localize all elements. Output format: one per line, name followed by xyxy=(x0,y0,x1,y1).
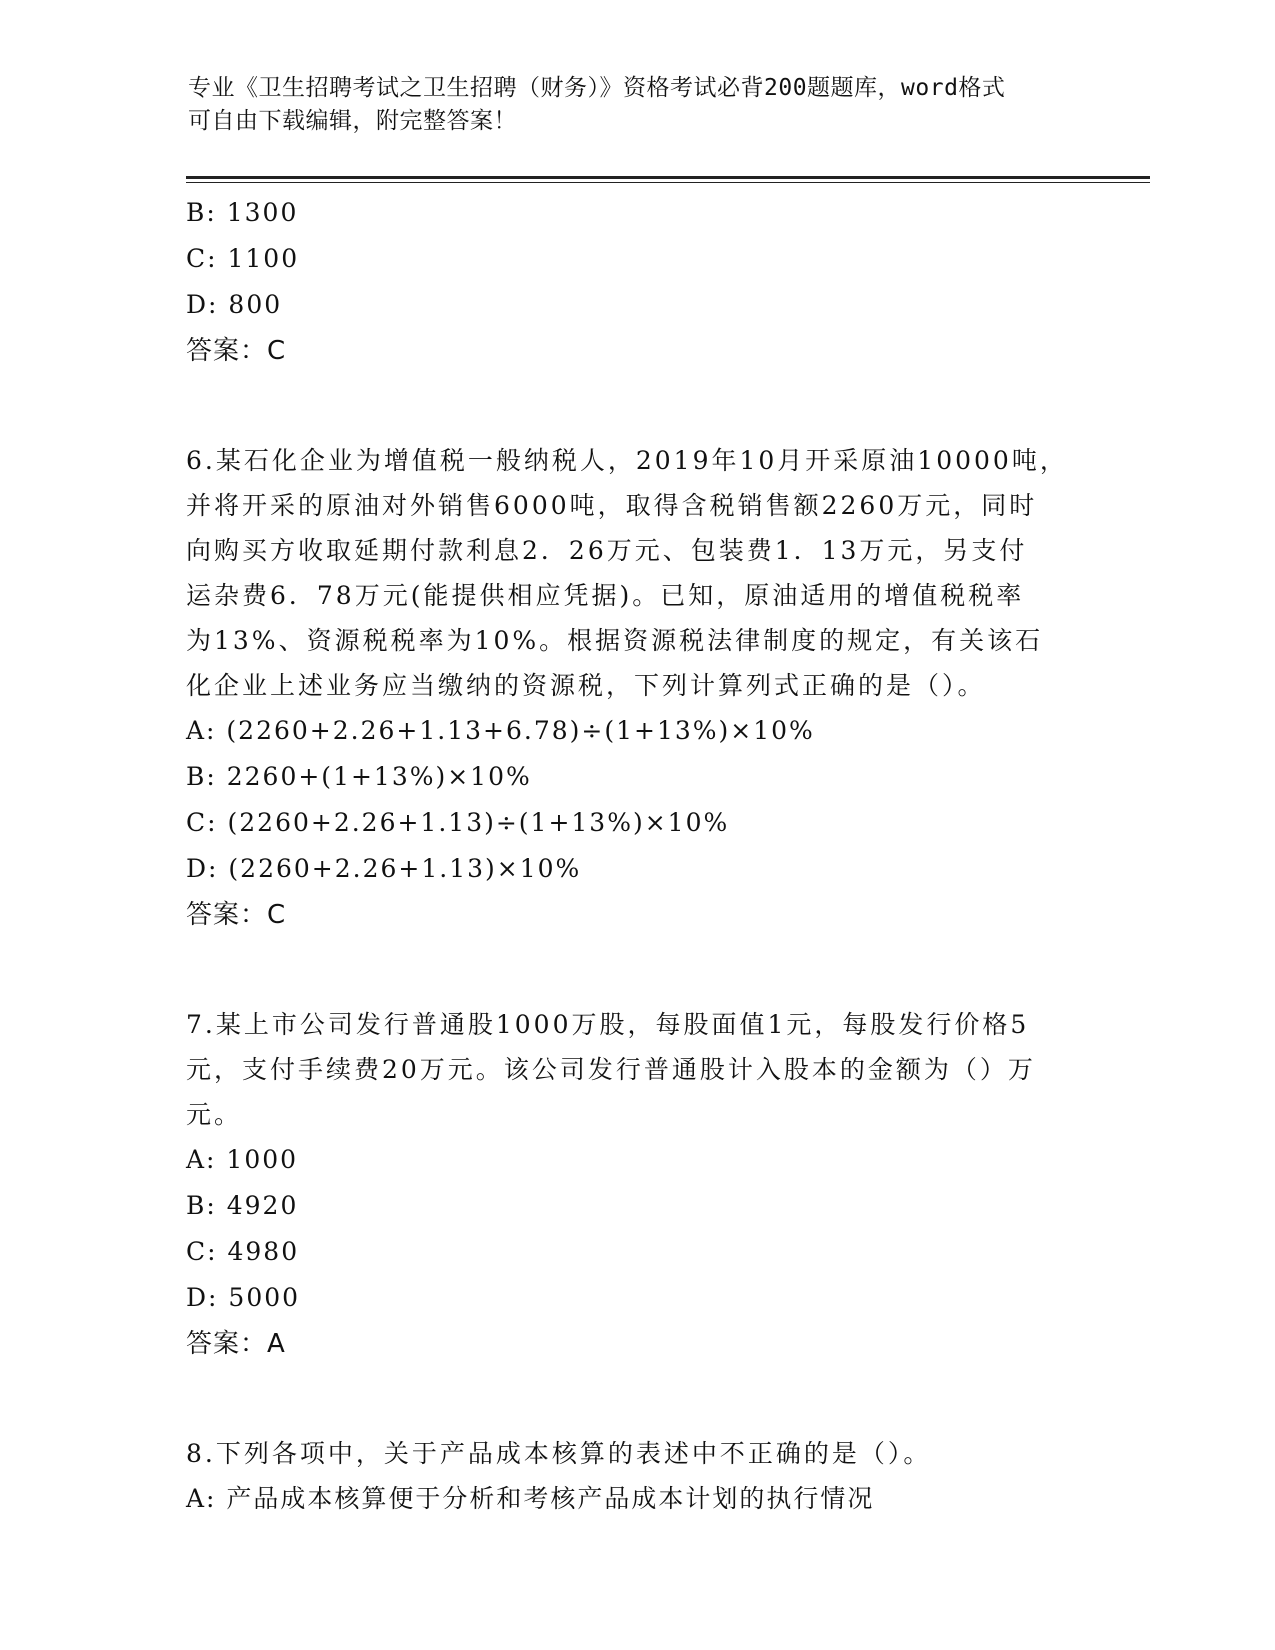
stem-line: 8.下列各项中，关于产品成本核算的表述中不正确的是（）。 xyxy=(186,1439,932,1468)
option-b: B: 4920 xyxy=(186,1191,299,1220)
stem-line: 并将开采的原油对外销售6000吨，取得含税销售额2260万元，同时 xyxy=(186,491,1038,520)
option-d: D: (2260+2.26+1.13)×10% xyxy=(186,854,582,883)
option-b: B: 2260+(1+13%)×10% xyxy=(186,762,532,791)
answer-label: 答案：C xyxy=(186,900,287,930)
option-c: C: (2260+2.26+1.13)÷(1+13%)×10% xyxy=(186,808,730,837)
stem-line: 向购买方收取延期付款利息2．26万元、包装费1．13万元，另支付 xyxy=(186,536,1028,565)
stem-line: 元，支付手续费20万元。该公司发行普通股计入股本的金额为（）万 xyxy=(186,1055,1036,1084)
question-stem xyxy=(186,438,1086,708)
option-a: A: (2260+2.26+1.13+6.78)÷(1+13%)×10% xyxy=(186,716,815,745)
question-list xyxy=(186,190,1086,1522)
answer-label: 答案：C xyxy=(186,336,287,366)
question-spacer xyxy=(186,374,1086,438)
option-c: C: 1100 xyxy=(186,244,300,273)
question-5 xyxy=(186,190,1086,374)
option-c: C: 4980 xyxy=(186,1237,300,1266)
option-a: A: 产品成本核算便于分析和考核产品成本计划的执行情况 xyxy=(186,1484,875,1513)
stem-line: 7.某上市公司发行普通股1000万股，每股面值1元，每股发行价格5 xyxy=(186,1010,1030,1039)
header-title-line-1: 专业《卫生招聘考试之卫生招聘（财务）》资格考试必背200题题库，word格式 xyxy=(188,75,1006,101)
stem-line: 元。 xyxy=(186,1100,243,1129)
question-7 xyxy=(186,1002,1086,1367)
header-divider-thin xyxy=(186,182,1150,183)
question-spacer xyxy=(186,938,1086,1002)
header-title-line-2: 可自由下载编辑，附完整答案！ xyxy=(188,108,517,134)
question-6 xyxy=(186,438,1086,938)
header-divider-thick xyxy=(186,176,1150,179)
stem-line: 6.某石化企业为增值税一般纳税人，2019年10月开采原油10000吨， xyxy=(186,446,1068,475)
stem-line: 化企业上述业务应当缴纳的资源税，下列计算列式正确的是（）。 xyxy=(186,671,986,700)
question-stem xyxy=(186,1431,1086,1476)
document-header xyxy=(188,72,1088,138)
option-d: D: 5000 xyxy=(186,1283,301,1312)
answer-label: 答案：A xyxy=(186,1329,286,1359)
option-a: A: 1000 xyxy=(186,1145,299,1174)
option-d: D: 800 xyxy=(186,290,283,319)
option-b: B: 1300 xyxy=(186,198,299,227)
question-spacer xyxy=(186,1367,1086,1431)
question-stem xyxy=(186,1002,1086,1137)
question-8 xyxy=(186,1431,1086,1522)
stem-line: 运杂费6．78万元(能提供相应凭据)。已知，原油适用的增值税税率 xyxy=(186,581,1025,610)
stem-line: 为13%、资源税税率为10%。根据资源税法律制度的规定，有关该石 xyxy=(186,626,1044,655)
